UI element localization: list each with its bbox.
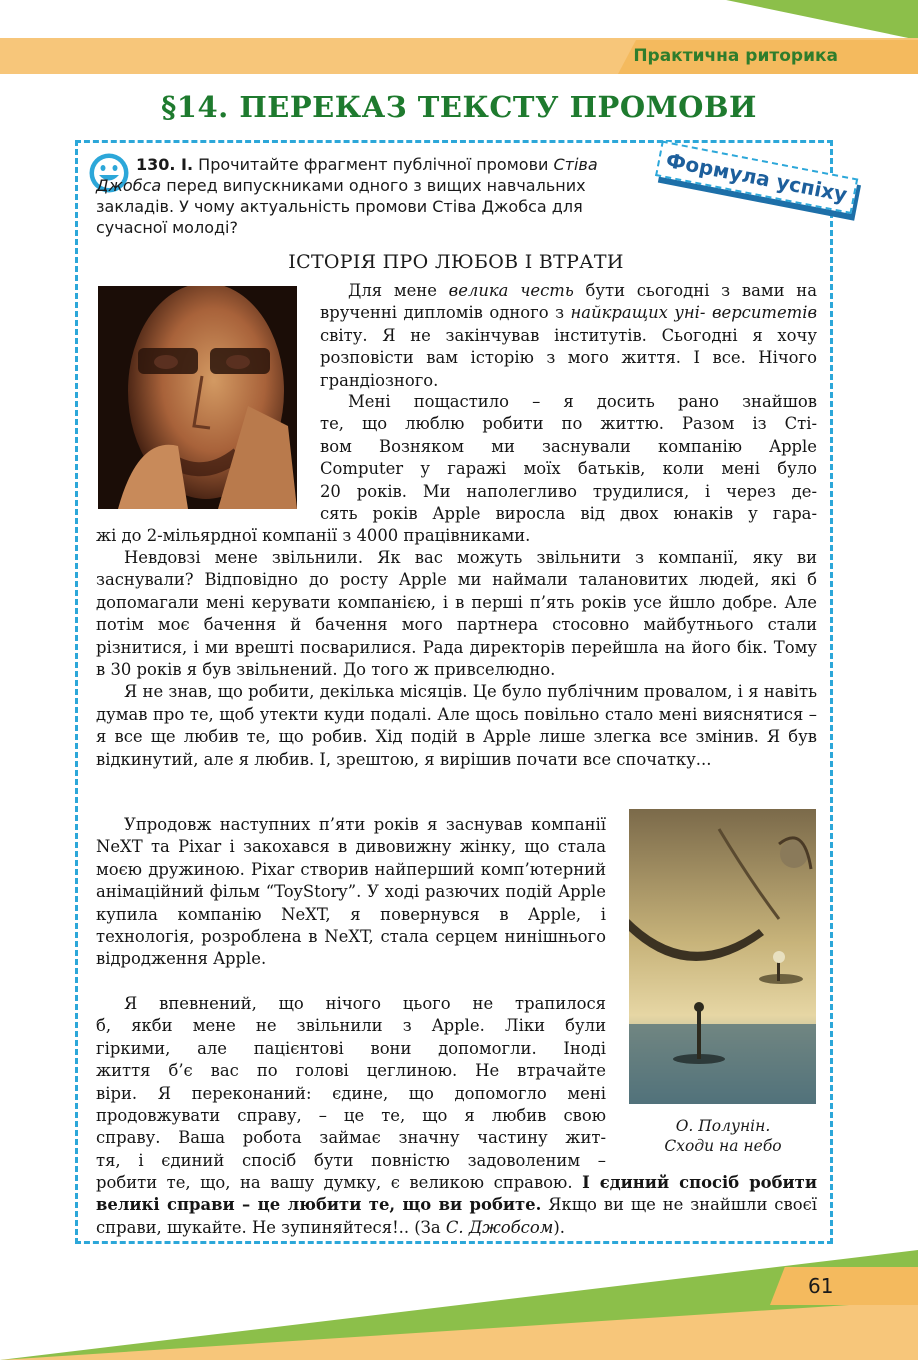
paragraph-1 bbox=[320, 280, 817, 392]
caption-title: Сходи на небо bbox=[664, 1137, 782, 1155]
paragraph-1-text bbox=[320, 280, 817, 392]
text-line: сять років Apple виросла від двох юнаків у гара- bbox=[320, 504, 817, 523]
paragraph-5 bbox=[96, 814, 606, 971]
portrait-photo bbox=[98, 286, 297, 509]
painting-caption bbox=[626, 1116, 820, 1156]
text-line: Мені пощастило – я досить рано знайшов bbox=[348, 392, 817, 411]
paragraph-6-tail-text bbox=[96, 1172, 817, 1239]
text-span: бути сьогодні з вами на врученні дипломів одного з bbox=[320, 281, 817, 323]
badge-label: Формула успіху bbox=[655, 141, 858, 215]
story-title: ІСТОРІЯ ПРО ЛЮБОВ І ВТРАТИ bbox=[288, 251, 624, 273]
painting-image bbox=[629, 809, 816, 1104]
text-line: Я впевнений, що нічого цього не трапилося bbox=[124, 994, 606, 1013]
task-name-italic: Стіва Джобса bbox=[96, 155, 598, 195]
text-span: робити те, що, на вашу думку, є великою справою. bbox=[96, 1173, 583, 1192]
text-line: продовжувати справу, – це те, що я любив свою bbox=[96, 1106, 606, 1126]
text-line: гіркими, але пацієнтові вони допомогли. Іноді bbox=[96, 1038, 606, 1058]
text-line: справу. Ваша робота займає значну частину жит- bbox=[96, 1128, 606, 1148]
header-green-corner bbox=[700, 0, 918, 40]
paragraph-6 bbox=[96, 993, 606, 1172]
text-line: вом Возняком ми заснували компанію Apple bbox=[320, 436, 817, 456]
text-line: 20 років. Ми наполегливо трудилися, і через де- bbox=[320, 481, 817, 501]
task-text-2: перед випускниками одного з вищих навчальних закладів. У чому актуальність промови Стіва Джобса для сучасної молоді? bbox=[96, 176, 586, 237]
page-number: 61 bbox=[808, 1274, 834, 1298]
text-italic: велика честь bbox=[448, 281, 574, 300]
text-line: Computer у гаражі моїх батьків, коли мені було bbox=[320, 459, 817, 479]
paragraph-3-4 bbox=[96, 547, 817, 771]
text-italic: верситетів bbox=[711, 303, 817, 323]
text-line: життя б’є вас по голові цеглиною. Не втрачайте bbox=[96, 1061, 606, 1081]
text-italic: найкращих уні- bbox=[570, 303, 706, 323]
task-instruction bbox=[96, 154, 641, 238]
text-line: жі до 2-мільярдної компанії з 4000 працівниками. bbox=[96, 526, 531, 546]
text-line: б, якби мене не звільнили з Apple. Ліки були bbox=[96, 1016, 606, 1036]
text-line: тя, і єдиний спосіб бути повністю задоволеним – bbox=[96, 1150, 606, 1170]
text-span: Для мене bbox=[348, 281, 449, 300]
paragraph-2-cont bbox=[96, 503, 817, 548]
text-line: віри. Я переконаний: єдине, що допомогло мені bbox=[96, 1083, 606, 1103]
task-text: Прочитайте фрагмент публічної промови bbox=[193, 155, 554, 174]
author-italic: С. Джобсом bbox=[445, 1217, 554, 1237]
paragraph-6-tail bbox=[96, 1172, 817, 1239]
caption-author: О. Полунін. bbox=[675, 1117, 771, 1135]
paragraph-3: Невдовзі мене звільнили. Як вас можуть звільнити з компанії, яку ви заснували? Відповідно до росту Apple ми наймали талановитих людей, які б допомагали мені керувати компанією, і в перші п’ять років усе йшло добре. Але потім моє бачення й бачення мого партнера стосовно майбутнього стали різнитися, і ми врешті посварилися. Рада директорів перейшла на його бік. Тому в 30 років я був звільнений. До того ж привселюдно. bbox=[96, 548, 817, 680]
running-header: Практична риторика bbox=[633, 46, 838, 66]
paragraph-5-text: Упродовж наступних п’яти років я заснував компанії NeXT та Pixar і закохався в дивовижну жінку, що стала моєю дружиною. Pixar створив найперший комп’ютерний анімаційний фільм “ToyStory”. У ході разючих подій Apple купила компанію NeXT, я повернувся в Apple, і технологія, розроблена в NeXT, стала серцем нинішнього відродження Apple. bbox=[96, 815, 606, 969]
text-span: ). bbox=[553, 1217, 565, 1237]
paragraph-4: Я не знав, що робити, декілька місяців. Це було публічним провалом, і я навіть думав про те, щоб утекти куди подалі. Але щось повільно стало мені вияснятися – я все ще любив те, що робив. Хід подій в Apple лише злегка все змінив. Я був відкинутий, але я любив. І, зрештою, я вирішив почати все спочатку... bbox=[96, 682, 817, 769]
text-line: те, що люблю робити по життю. Разом із Сті- bbox=[320, 414, 817, 434]
section-title: §14. ПЕРЕКАЗ ТЕКСТУ ПРОМОВИ bbox=[161, 90, 757, 124]
text-bold: І єдиний спосіб робити великі справи – це любити те, що ви робите. bbox=[96, 1173, 817, 1215]
text-span: світу. Я не закінчував інститутів. Сьогодні я хочу розповісти вам історію з мого життя. І все. Нічого грандіозного. bbox=[320, 325, 817, 390]
page-number-tab bbox=[770, 1267, 918, 1305]
paragraph-2 bbox=[320, 391, 817, 503]
text-span: Якщо ви ще не знайшли своєї справи, шукайте. Не зупиняйтеся!.. (За bbox=[96, 1195, 817, 1237]
task-number: 130. І. bbox=[136, 155, 194, 174]
